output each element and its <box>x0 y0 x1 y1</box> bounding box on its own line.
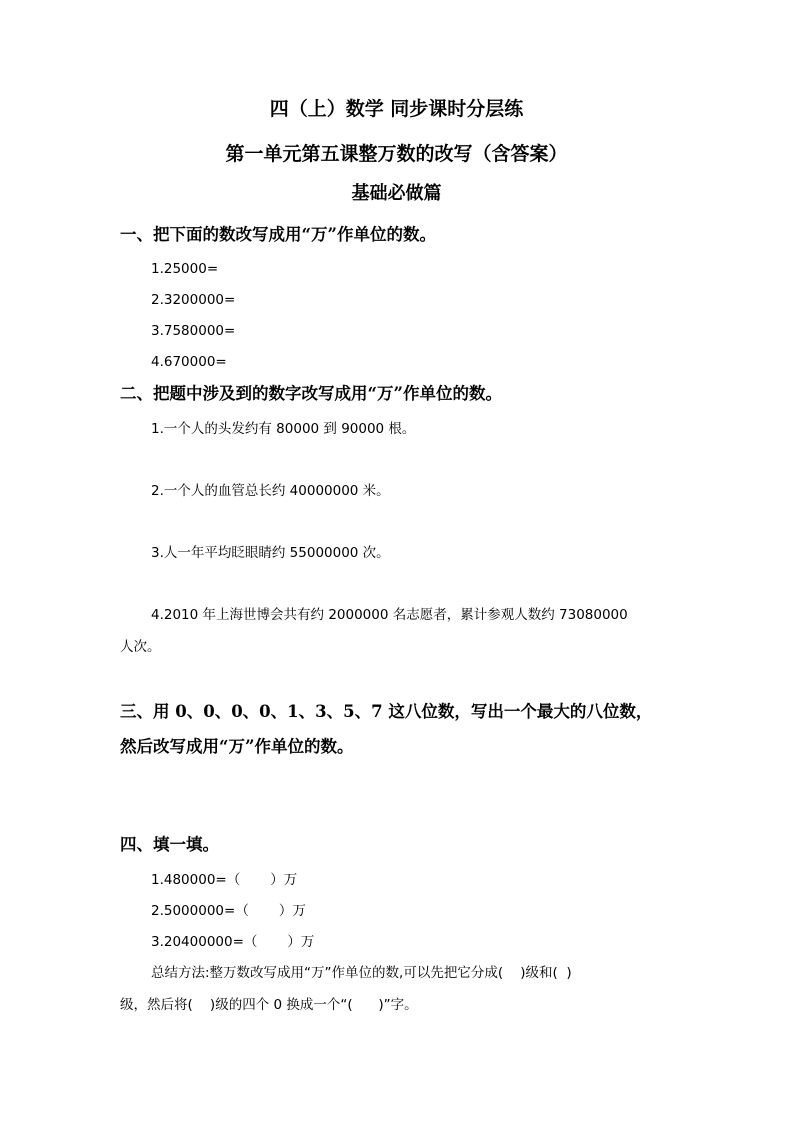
section-1-item-1: 1.25000= <box>151 261 219 277</box>
section-2-heading: 二、把题中涉及到的数字改写成用“万”作单位的数。 <box>120 384 502 403</box>
section-1-item-2: 2.3200000= <box>151 292 236 308</box>
section-2-item-4: 4.2010 年上海世博会共有约 2000000 名志愿者，累计参观人数约 73080000 <box>151 607 628 623</box>
section-2-item-3: 3.人一年平均眨眼睛约 55000000 次。 <box>151 545 390 561</box>
summary-method-line-1: 总结方法:整万数改写成用“万”作单位的数,可以先把它分成( )级和( ) <box>151 965 572 981</box>
fill-item-3-suffix: ）万 <box>287 934 315 950</box>
worksheet-title: 四（上）数学 同步课时分层练 <box>269 98 524 120</box>
section-2-item-1: 1.一个人的头发约有 80000 到 90000 根。 <box>151 421 416 437</box>
section-2-item-4-continued: 人次。 <box>120 639 161 655</box>
fill-item-2-prefix: 2.5000000=（ <box>151 903 249 919</box>
section-1-item-3: 3.7580000= <box>151 323 236 339</box>
section-3-line-1: 三、用 0、0、0、0、1、3、5、7 这八位数，写出一个最大的八位数， <box>120 702 653 721</box>
fill-item-2-suffix: ）万 <box>278 903 306 919</box>
section-1-heading: 一、把下面的数改写成用“万”作单位的数。 <box>120 225 436 244</box>
summary-method-line-2: 级，然后将( )级的四个 0 换成一个“( )”字。 <box>120 997 418 1013</box>
section-3-line-2: 然后改写成用“万”作单位的数。 <box>120 737 354 756</box>
fill-item-1-prefix: 1.480000=（ <box>151 872 241 888</box>
section-4-item-3 <box>151 932 314 952</box>
fill-item-1-suffix: ）万 <box>270 872 298 888</box>
section-1-item-4: 4.670000= <box>151 354 227 370</box>
section-2-item-2: 2.一个人的血管总长约 40000000 米。 <box>151 483 390 499</box>
fill-item-3-prefix: 3.20400000=（ <box>151 934 258 950</box>
section-4-heading: 四、填一填。 <box>120 835 219 854</box>
section-4-item-2 <box>151 901 306 921</box>
difficulty-level: 基础必做篇 <box>351 183 442 204</box>
lesson-subtitle: 第一单元第五课整万数的改写（含答案） <box>225 143 568 165</box>
section-4-item-1 <box>151 870 297 890</box>
